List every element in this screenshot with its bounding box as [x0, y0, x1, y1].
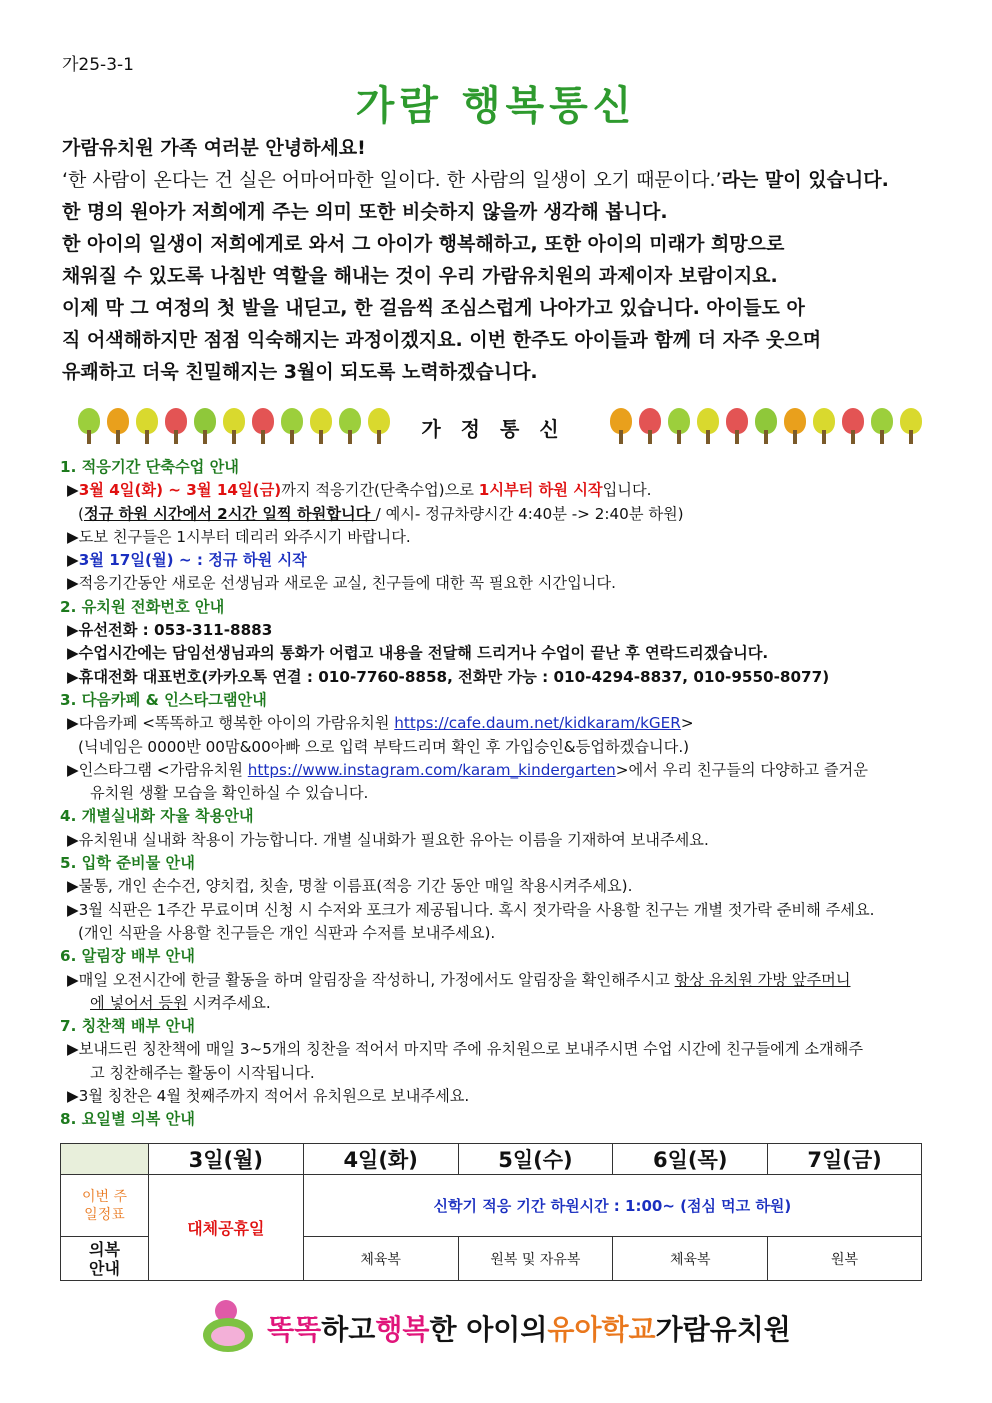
s4-line: ▶유치원내 실내화 착용이 가능합니다. 개별 실내화가 필요한 유아는 이름을 기재하여 보내주세요.: [67, 830, 709, 849]
newsletter-title: 가람 행복통신: [355, 83, 637, 129]
slogan-word-happy: 행복: [375, 1313, 430, 1346]
tree-trunk: [116, 430, 120, 444]
day-header-fri: 7일(금): [768, 1144, 922, 1175]
section-5-heading: 5. 입학 준비물 안내: [60, 854, 195, 873]
tree-icon: [367, 408, 391, 446]
tree-row-right: [609, 408, 923, 446]
tree-trunk: [377, 430, 381, 444]
s3-nickname-note: (닉네임은 0000반 00맘&00아빠 으로 입력 부탁드리며 확인 후 가입승인&등업하겠습니다.): [78, 737, 690, 756]
tree-trunk: [174, 430, 178, 444]
s1-text: 까지 적응기간(단축수업)으로: [281, 481, 479, 500]
intro-line-5: 이제 막 그 여정의 첫 발을 내딛고, 한 걸음씩 조심스럽게 나아가고 있습니다. 아이들도 아: [62, 297, 805, 319]
clothing-thu: 체육복: [613, 1237, 768, 1281]
section-divider: [120, 405, 880, 449]
table-header-row: [61, 1144, 922, 1175]
tree-icon: [164, 408, 188, 446]
intro-paragraph: [62, 132, 942, 388]
tree-trunk: [851, 430, 855, 444]
section-6-heading: 6. 알림장 배부 안내: [60, 947, 195, 966]
clothing-tue: 체육복: [303, 1237, 458, 1281]
tree-trunk: [735, 430, 739, 444]
s2-landline: ▶유선전화 : 053-311-8883: [67, 621, 273, 640]
s3-instagram-line-2: 유치원 생활 모습을 확인하실 수 있습니다.: [90, 784, 369, 803]
tree-trunk: [793, 430, 797, 444]
s1-line-a: [60, 479, 940, 502]
tree-icon: [754, 408, 778, 446]
intro-line-4: 채워질 수 있도록 나침반 역할을 해내는 것이 우리 가람유치원의 과제이자 보람이지요.: [62, 265, 778, 287]
s3-cafe-line: [60, 712, 940, 735]
intro-greeting: 가람유치원 가족 여러분 안녕하세요!: [62, 137, 366, 159]
s1-line-c: ▶도보 친구들은 1시부터 데리러 와주시기 바랍니다.: [67, 527, 411, 546]
day-header-tue: 4일(화): [303, 1144, 458, 1175]
intro-line-6: 직 어색해하지만 점점 익숙해지는 과정이겠지요. 이번 한주도 아이들과 함께 더 자주 웃으며: [62, 329, 822, 351]
s1-text-end: 입니다.: [602, 481, 652, 500]
tree-icon: [899, 408, 923, 446]
s6-line-b: [60, 992, 940, 1015]
s6-underlined: 항상 유치원 가방 앞주머니: [674, 970, 851, 989]
intro-line-3: 한 아이의 일생이 저희에게로 와서 그 아이가 행복해하고, 또한 아이의 미래가 희망으로: [62, 233, 785, 255]
early-dismissal-note: 정규 하원 시간에서 2시간 일찍 하원합니다: [83, 504, 376, 523]
tree-icon: [667, 408, 691, 446]
s1-line-b: [60, 503, 940, 526]
slogan-word-school: 유아학교: [547, 1313, 656, 1346]
tree-icon: [106, 408, 130, 446]
tree-icon: [870, 408, 894, 446]
tree-icon: [609, 408, 633, 446]
slogan-text-2: 한 아이의: [429, 1313, 548, 1346]
tree-trunk: [619, 430, 623, 444]
instagram-link[interactable]: https://www.instagram.com/karam_kindergarten: [247, 760, 616, 779]
s5-line-a: ▶물통, 개인 손수건, 양치컵, 칫솔, 명찰 이름표(적응 기간 동안 매일 착용시켜주세요).: [67, 877, 633, 896]
s6-text: ▶매일 오전시간에 한글 활동을 하며 알림장을 작성하니, 가정에서도 알림장을 확인해주시고: [67, 970, 675, 989]
tree-icon: [309, 408, 333, 446]
tree-trunk: [822, 430, 826, 444]
s7-line-a: ▶보내드린 칭찬책에 매일 3~5개의 칭찬을 적어서 마지막 주에 유치원으로 보내주시면 수업 시간에 친구들에게 소개해주: [67, 1040, 864, 1059]
paren: (: [78, 504, 84, 523]
section-4-heading: 4. 개별실내화 자율 착용안내: [60, 807, 254, 826]
s7-line-b: 고 칭찬해주는 활동이 시작됩니다.: [90, 1063, 315, 1082]
tree-trunk: [677, 430, 681, 444]
slogan-word-smart: 똑똑: [267, 1313, 322, 1346]
tree-icon: [338, 408, 362, 446]
footer-slogan: [0, 1300, 992, 1356]
s6-underlined-2: 에 넣어서 등원: [90, 993, 188, 1012]
s6-line-a: [60, 969, 940, 992]
tree-icon: [251, 408, 275, 446]
s5-line-c: (개인 식판을 사용할 친구들은 개인 식판과 수저를 보내주세요).: [78, 923, 496, 942]
notice-body: [60, 456, 940, 1132]
instagram-label: ▶인스타그램 <가람유치원: [67, 760, 248, 779]
tree-icon: [783, 408, 807, 446]
schedule-row-label: 이번 주 일정표: [61, 1175, 149, 1237]
bullet: ▶: [67, 481, 79, 500]
section-8-heading: 8. 요일별 의복 안내: [60, 1110, 195, 1129]
logo-inner-shape: [211, 1326, 245, 1346]
tree-trunk: [145, 430, 149, 444]
cafe-link[interactable]: https://cafe.daum.net/kidkaram/kGER: [394, 714, 681, 733]
regular-dismissal-start: 3월 17일(월) ~ : 정규 하원 시작: [78, 551, 307, 570]
tree-icon: [725, 408, 749, 446]
s2-mobile-numbers: ▶휴대전화 대표번호(카카오톡 연결 : 010-7760-8858, 전화만 가능 : 010-4294-8837, 010-9550-8077): [67, 667, 830, 686]
intro-quote: ‘한 사람이 온다는 건 실은 어마어마한 일이다. 한 사람의 일생이 오기 때문이다.’: [62, 169, 722, 191]
day-header-thu: 6일(목): [613, 1144, 768, 1175]
section-3-heading: 3. 다음카페 & 인스타그램안내: [60, 690, 267, 709]
tree-icon: [280, 408, 304, 446]
holiday-cell: 대체공휴일: [148, 1175, 303, 1281]
s7-line-c: ▶3월 칭찬은 4월 첫째주까지 적어서 유치원으로 보내주세요.: [67, 1087, 470, 1106]
clothing-fri: 원복: [768, 1237, 922, 1281]
tree-trunk: [319, 430, 323, 444]
example-note: / 예시- 정규차량시간 4:40분 -> 2:40분 하원): [375, 504, 684, 523]
tree-icon: [77, 408, 101, 446]
tree-icon: [193, 408, 217, 446]
tree-trunk: [706, 430, 710, 444]
tree-trunk: [764, 430, 768, 444]
day-header-mon: 3일(월): [148, 1144, 303, 1175]
adaptation-period: 3월 4일(화) ~ 3월 14일(금): [78, 481, 282, 500]
slogan-name: 가람유치원: [655, 1313, 791, 1346]
s1-line-e: ▶적응기간동안 새로운 선생님과 새로운 교실, 친구들에 대한 꼭 필요한 시간입니다.: [67, 574, 616, 593]
dismissal-start: 1시부터 하원 시작: [478, 481, 603, 500]
tree-row-left: [77, 408, 391, 446]
clothing-wed: 원복 및 자유복: [458, 1237, 613, 1281]
tree-icon: [222, 408, 246, 446]
cafe-label: ▶다음카페 <똑똑하고 행복한 아이의 가람유치원: [67, 714, 395, 733]
s6-text-end: 시켜주세요.: [187, 993, 271, 1012]
section-2-heading: 2. 유치원 전화번호 안내: [60, 597, 225, 616]
tree-trunk: [880, 430, 884, 444]
s1-line-d: [60, 549, 940, 572]
weekly-schedule-table: [60, 1143, 922, 1281]
section-1-heading: 1. 적응기간 단축수업 안내: [60, 458, 239, 476]
bullet: ▶: [67, 551, 79, 570]
tree-icon: [812, 408, 836, 446]
tree-icon: [841, 408, 865, 446]
s3-instagram-line: [60, 759, 940, 782]
tree-trunk: [348, 430, 352, 444]
section-7-heading: 7. 칭찬책 배부 안내: [60, 1017, 195, 1036]
schedule-cell: 신학기 적응 기간 하원시간 : 1:00~ (점심 먹고 하원): [303, 1175, 921, 1237]
tree-trunk: [203, 430, 207, 444]
day-header-wed: 5일(수): [458, 1144, 613, 1175]
tree-icon: [638, 408, 662, 446]
clothing-row-label: 의복 안내: [61, 1237, 149, 1281]
s5-line-b: ▶3월 식판은 1주간 무료이며 신청 시 수저와 포크가 제공됩니다. 혹시 젓가락을 사용할 친구는 개별 젓가락 준비해 주세요.: [67, 900, 875, 919]
tree-trunk: [648, 430, 652, 444]
intro-line-1-rest: 라는 말이 있습니다.: [721, 169, 889, 191]
table-row: [61, 1175, 922, 1237]
tree-icon: [696, 408, 720, 446]
table-corner-cell: [61, 1144, 149, 1175]
intro-line-2: 한 명의 원아가 저희에게 주는 의미 또한 비슷하지 않을까 생각해 봅니다.: [62, 201, 668, 223]
intro-line-1: [62, 164, 942, 196]
kindergarten-logo: [201, 1300, 257, 1356]
cafe-close: >: [680, 714, 694, 733]
document-number: 가25-3-1: [62, 55, 134, 75]
tree-trunk: [261, 430, 265, 444]
tree-trunk: [290, 430, 294, 444]
slogan-text: 하고: [321, 1313, 376, 1346]
divider-title: 가정통신: [421, 416, 579, 441]
tree-trunk: [909, 430, 913, 444]
intro-line-7: 유쾌하고 더욱 친밀해지는 3월이 되도록 노력하겠습니다.: [62, 361, 538, 383]
tree-icon: [135, 408, 159, 446]
s2-class-time-note: ▶수업시간에는 담임선생님과의 통화가 어렵고 내용을 전달해 드리거나 수업이 끝난 후 연락드리겠습니다.: [67, 644, 769, 663]
instagram-text: >에서 우리 친구들의 다양하고 즐거운: [615, 760, 868, 779]
tree-trunk: [87, 430, 91, 444]
tree-trunk: [232, 430, 236, 444]
